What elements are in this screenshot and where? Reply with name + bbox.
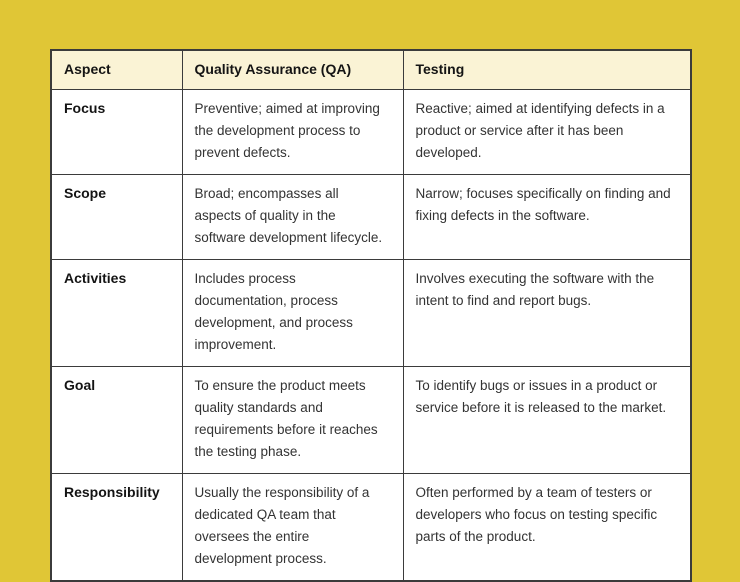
goal-qa-cell: To ensure the product meets quality standards and requirements before it reaches the testing phase. <box>182 367 403 474</box>
table-row-responsibility <box>51 474 691 582</box>
scope-qa-cell: Broad; encompasses all aspects of quality in the software development lifecycle. <box>182 175 403 260</box>
focus-qa-cell: Preventive; aimed at improving the development process to prevent defects. <box>182 90 403 175</box>
comparison-table-container <box>50 49 690 582</box>
table-row-activities <box>51 260 691 367</box>
table-row-scope <box>51 175 691 260</box>
row-label-focus: Focus <box>51 90 182 175</box>
qa-vs-testing-table <box>50 49 692 582</box>
focus-testing-cell: Reactive; aimed at identifying defects in a product or service after it has been developed. <box>403 90 691 175</box>
activities-testing-cell: Involves executing the software with the intent to find and report bugs. <box>403 260 691 367</box>
responsibility-qa-cell: Usually the responsibility of a dedicated QA team that oversees the entire development process. <box>182 474 403 582</box>
table-row-goal <box>51 367 691 474</box>
activities-qa-cell: Includes process documentation, process development, and process improvement. <box>182 260 403 367</box>
column-header-quality-assurance: Quality Assurance (QA) <box>182 50 403 90</box>
row-label-activities: Activities <box>51 260 182 367</box>
row-label-responsibility: Responsibility <box>51 474 182 582</box>
scope-testing-cell: Narrow; focuses specifically on finding and fixing defects in the software. <box>403 175 691 260</box>
goal-testing-cell: To identify bugs or issues in a product or service before it is released to the market. <box>403 367 691 474</box>
column-header-testing: Testing <box>403 50 691 90</box>
responsibility-testing-cell: Often performed by a team of testers or developers who focus on testing specific parts of the product. <box>403 474 691 582</box>
row-label-scope: Scope <box>51 175 182 260</box>
row-label-goal: Goal <box>51 367 182 474</box>
table-row-focus <box>51 90 691 175</box>
column-header-aspect: Aspect <box>51 50 182 90</box>
table-header-row <box>51 50 691 90</box>
